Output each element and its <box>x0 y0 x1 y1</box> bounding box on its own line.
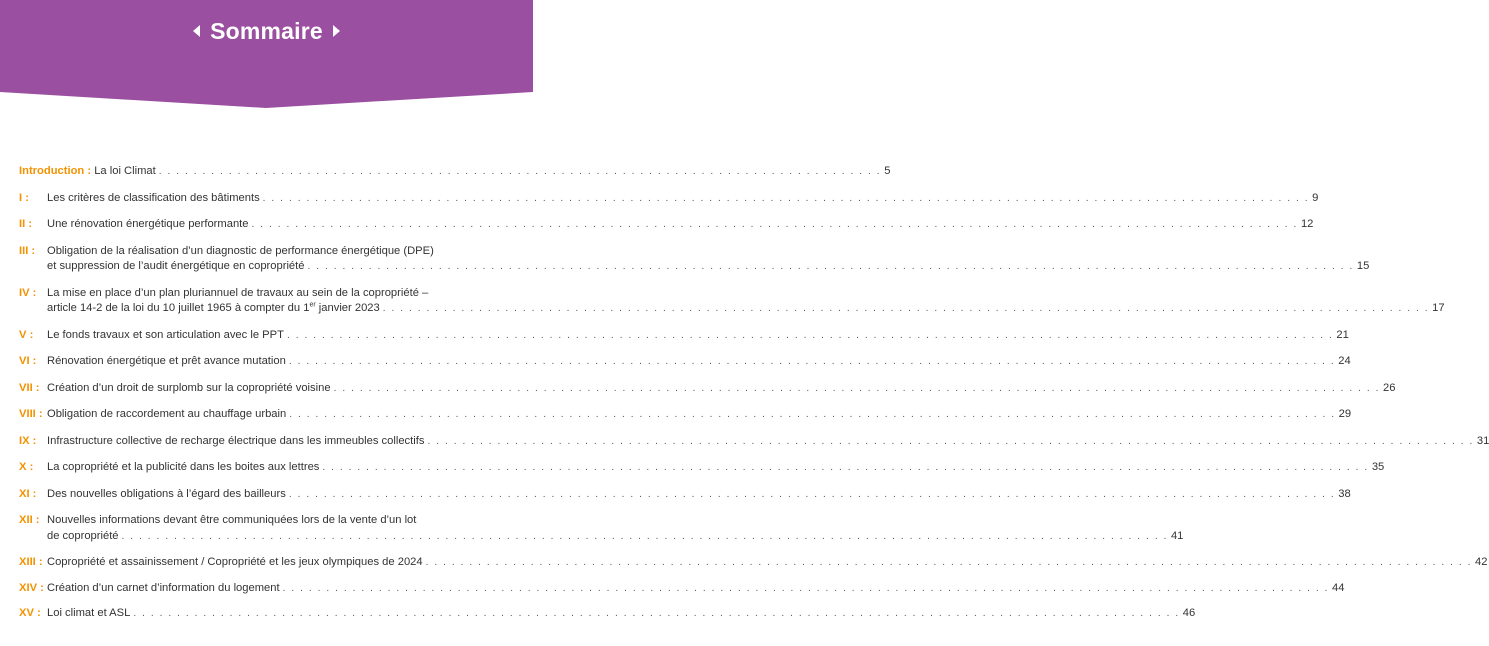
entry-title-line: Copropriété et assainissement / Copropriété et les jeux olympiques de 2024 <box>47 556 423 568</box>
toc-entry[interactable] <box>19 407 1352 423</box>
leader-dots: . . . . . . . . . . . . . . . . . . . . . . . . . . . . . . . . . . . . . . . . . . . . . . . . . . . . . . . . . . . . . . . . . . . . . . . . . . . . . . . . . . . . . . . . . . . . . . . . . . . . . . . . . . . . . . . . . . . . . . . . <box>322 462 1369 473</box>
page-number: 21 <box>1336 328 1349 341</box>
entry-title-line: Création d’un droit de surplomb sur la copropriété voisine <box>47 381 331 394</box>
header-banner <box>0 0 533 110</box>
leader-dots: . . . . . . . . . . . . . . . . . . . . . . . . . . . . . . . . . . . . . . . . . . . . . . . . . . . . . . . . . . . . . . . . . . . . . . . . . . . . . . . . . . . . . . . . . . . . . . . . . . . . . . . . . . . . . . . . . . . . . . . . <box>288 488 1336 500</box>
toc-entry[interactable] <box>19 434 1489 450</box>
entry-title-line: Le fonds travaux et son articulation avec le PPT <box>47 328 284 341</box>
leader-dots: . . . . . . . . . . . . . . . . . . . . . . . . . . . . . . . . . . . . . . . . . . . . . . . . . . . . . . . . . . . . . . . . . . . . . . . . . . . . . . . . . . . . . . . . . . . . . . . . . . . . . . . . . . . . . . . . . . . . . . . . <box>382 303 1430 314</box>
chapter-number: V : <box>19 328 34 341</box>
chapter-number: XII : <box>19 514 40 526</box>
caret-left-icon <box>193 25 200 37</box>
page-number: 29 <box>1338 408 1352 420</box>
page-title: Sommaire <box>210 18 323 44</box>
toc-entry[interactable] <box>19 286 1445 317</box>
entry-title-line: Obligation de la réalisation d’un diagnostic de performance énergétique (DPE) <box>47 244 434 257</box>
page-number: 5 <box>884 165 891 177</box>
toc-entry[interactable] <box>19 244 1370 275</box>
page-number: 26 <box>1383 381 1396 394</box>
toc-entry-intro[interactable] <box>19 164 891 180</box>
leader-dots: . . . . . . . . . . . . . . . . . . . . . . . . . . . . . . . . . . . . . . . . . . . . . . . . . . . . . . . . . . . . . . . . . . . . . . . . . . . . . . . . . . . . . . . . . . . . . . . . . . . . . . . . . . . . . . . . . . . . . . . . <box>427 435 1474 447</box>
page-number: 44 <box>1332 581 1345 594</box>
chapter-number: III : <box>19 244 36 257</box>
entry-title-line: Nouvelles informations devant être communiquées lors de la vente d’un lot <box>47 514 417 526</box>
entry-title-line: La mise en place d’un plan pluriannuel de travaux au sein de la copropriété – <box>47 286 429 299</box>
leader-dots: . . . . . . . . . . . . . . . . . . . . . . . . . . . . . . . . . . . . . . . . . . . . . . . . . . . . . . . . . . . . . . . . . . . . . . . . . . . . . . . . . . . . . . . . . . . . . . . . . . . . . . . . . . . . . . . . . . . . . . . . <box>262 192 1310 204</box>
leader-dots: . . . . . . . . . . . . . . . . . . . . . . . . . . . . . . . . . . . . . . . . . . . . . . . . . . . . . . . . . . . . . . . . . . . . . . . . . . . . . . . . . . . . . . . . . . . . . . . . . . . . . . . . . . . . . . . . . . . . . . . . <box>282 582 1330 594</box>
toc-entry[interactable] <box>19 487 1351 503</box>
leader-dots: . . . . . . . . . . . . . . . . . . . . . . . . . . . . . . . . . . . . . . . . . . . . . . . . . . . . . . . . . . . . . . . . . . . . . . . . . . . . . . . . . . . . . . . . . . . . . . . . . . . . . . . . . . . . . . . . . . . . . . . . <box>251 219 1298 230</box>
toc-entry[interactable] <box>19 513 1184 544</box>
page-number: 31 <box>1476 434 1489 447</box>
toc-entry[interactable] <box>19 191 1319 207</box>
entry-title-line: de copropriété <box>47 529 119 542</box>
chapter-number: IX : <box>19 434 37 447</box>
caret-right-icon <box>333 25 340 37</box>
page-number: 42 <box>1475 556 1488 568</box>
entry-title-line: article 14-2 de la loi du 10 juillet 1965 à compter du 1er janvier 2023 <box>47 301 380 314</box>
page-number: 35 <box>1371 461 1385 473</box>
table-of-contents <box>19 164 1489 632</box>
banner-shape <box>0 0 533 110</box>
leader-dots: . . . . . . . . . . . . . . . . . . . . . . . . . . . . . . . . . . . . . . . . . . . . . . . . . . . . . . . . . . . . . . . . . . . . . . . . . . . . . . . . . . . . . . . . . . . . . . . . . . . . . . . . . . . . . . . . . . . . . . . . <box>333 382 1380 394</box>
chapter-number: XIV : <box>19 581 44 594</box>
toc-entry[interactable] <box>19 328 1349 344</box>
entry-title-line: Une rénovation énergétique performante <box>47 218 249 230</box>
entry-title-line: La copropriété et la publicité dans les boites aux lettres <box>47 461 320 473</box>
toc-entry[interactable] <box>19 606 1196 622</box>
leader-dots: . . . . . . . . . . . . . . . . . . . . . . . . . . . . . . . . . . . . . . . . . . . . . . . . . . . . . . . . . . . . . . . . . . . . . . . . . . . . . . . . . . . . . . . . . . . . . . . . . . . . . . . . . . . . . . . . . . . . . . . . <box>121 530 1168 542</box>
page-number: 9 <box>1312 191 1319 204</box>
page-number: 24 <box>1338 355 1351 367</box>
chapter-number: XIII : <box>19 556 43 568</box>
chapter-number: II : <box>19 218 33 230</box>
chapter-number: VII : <box>19 381 40 394</box>
entry-title-line: Infrastructure collective de recharge électrique dans les immeubles collectifs <box>47 434 425 447</box>
page-number: 17 <box>1432 302 1445 314</box>
leader-dots: . . . . . . . . . . . . . . . . . . . . . . . . . . . . . . . . . . . . . . . . . . . . . . . . . . . . . . . . . . . . . . . . . . . . . . . . . . . . . . . . . . . . . . . . . . . . . . . . . . . . . . . . . . . . . . . . . . . . . . . . <box>288 356 1336 367</box>
entry-title-line: Des nouvelles obligations à l’égard des bailleurs <box>47 487 286 500</box>
entry-title-line: Création d’un carnet d’information du logement <box>47 581 280 594</box>
page-number: 15 <box>1356 260 1370 272</box>
entry-title-line: et suppression de l’audit énergétique en copropriété <box>47 260 305 272</box>
toc-entry[interactable] <box>19 460 1385 476</box>
toc-entry[interactable] <box>19 217 1314 233</box>
toc-entry[interactable] <box>19 381 1396 397</box>
entry-title-line: Loi climat et ASL <box>47 607 131 619</box>
chapter-number: I : <box>19 191 29 204</box>
page-number: 46 <box>1182 607 1196 619</box>
chapter-number: VIII : <box>19 408 43 420</box>
leader-dots: . . . . . . . . . . . . . . . . . . . . . . . . . . . . . . . . . . . . . . . . . . . . . . . . . . . . . . . . . . . . . . . . . . . . . . . . . . . . . . . . . . . . . . . . . . . . . . . . . . . . . . . . . . . . . . . . . . . . . . . . <box>425 557 1473 568</box>
toc-entry[interactable] <box>19 581 1345 597</box>
intro-title: La loi Climat <box>94 165 156 177</box>
entry-title-line: Obligation de raccordement au chauffage urbain <box>47 408 287 420</box>
leader-dots: . . . . . . . . . . . . . . . . . . . . . . . . . . . . . . . . . . . . . . . . . . . . . . . . . . . . . . . . . . . . . . . . . . . . . . . . . . . . . . . . . . . . . . . . . . . . . . . . . . . . . . . . . . . . . . . . . . . . . . . . <box>286 329 1334 341</box>
toc-entry[interactable] <box>19 555 1488 571</box>
page-number: 38 <box>1338 487 1351 500</box>
page-number: 41 <box>1170 529 1184 542</box>
entry-title-line: Les critères de classification des bâtiments <box>47 191 260 204</box>
chapter-number: X : <box>19 461 34 473</box>
leader-dots: . . . . . . . . . . . . . . . . . . . . . . . . . . . . . . . . . . . . . . . . . . . . . . . . . . . . . . . . . . . . . . . . . . . . . . . . . . . . . . . . . . . . . . . . . . . . . . . . . . . . . . . . . . . . . . . . . . . . . . . . <box>289 409 1336 420</box>
leader-dots: . . . . . . . . . . . . . . . . . . . . . . . . . . . . . . . . . . . . . . . . . . . . . . . . . . . . . . . . . . . . . . . . . . . . . . . . . . . . . . . . . . . . . . . . . . . . . . . . . . . . . . . . . . . . . . . . . . . . . . . . <box>307 261 1354 272</box>
leader-dots: . . . . . . . . . . . . . . . . . . . . . . . . . . . . . . . . . . . . . . . . . . . . . . . . . . . . . . . . . . . . . . . . . . . . . . . . . . . . . . . . . . . . . . . . . . . . . . . . . . . . . . . . . . . . . . . . . . . . . . . . <box>133 608 1180 619</box>
toc-entry[interactable] <box>19 354 1351 370</box>
chapter-number: XI : <box>19 487 37 500</box>
chapter-number: VI : <box>19 355 37 367</box>
intro-label: Introduction : <box>19 165 92 177</box>
leader-dots: . . . . . . . . . . . . . . . . . . . . . . . . . . . . . . . . . . . . . . . . . . . . . . . . . . . . . . . . . . . . . . . . . . . . . . . . . . . . . . . . . . . <box>158 166 882 177</box>
chapter-number: XV : <box>19 607 41 619</box>
page-title-row <box>0 18 533 45</box>
entry-title-line: Rénovation énergétique et prêt avance mutation <box>47 355 286 367</box>
page-number: 12 <box>1300 218 1314 230</box>
chapter-number: IV : <box>19 286 37 299</box>
